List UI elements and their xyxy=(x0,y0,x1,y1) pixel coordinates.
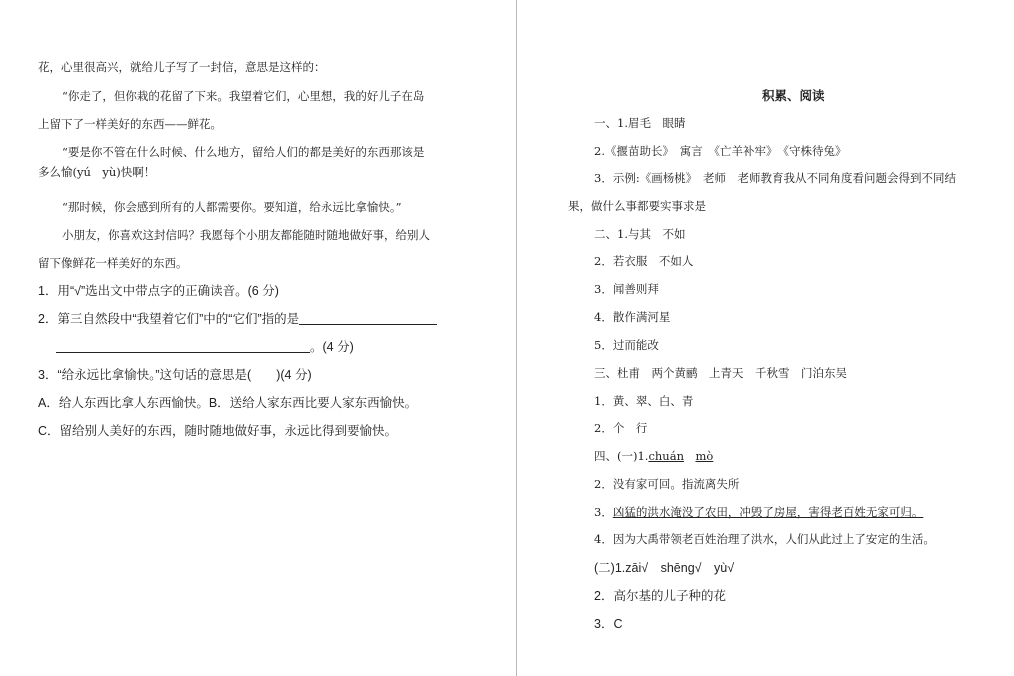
question-2-points: 。(4 分) xyxy=(310,340,354,354)
question-2-text: 2．第三自然段中“我望着它们”中的“它们”指的是 xyxy=(38,312,300,326)
answer-line: 2．没有家可回。指流离失所 xyxy=(594,477,740,491)
answer-line: 2．个 行 xyxy=(594,421,648,435)
passage-line: 多么愉(yú yù)快啊！ xyxy=(38,165,156,179)
answer-line: 二、1.与其 不如 xyxy=(594,227,686,241)
underlined-answer: 凶猛的洪水淹没了农田，冲毁了房屋，害得老百姓无家可归。 xyxy=(612,505,924,519)
answer-line: (二)1.zāi√ shēng√ yù√ xyxy=(594,561,735,575)
passage-line: “你走了，但你栽的花留了下来。我望着它们，心里想，我的好儿子在岛 xyxy=(62,89,425,103)
answer-line xyxy=(594,504,923,520)
answer-line: 1．黄、翠、白、青 xyxy=(594,394,694,408)
section-heading: 积累、阅读 xyxy=(762,88,825,103)
question-2 xyxy=(38,311,437,327)
passage-line: 花，心里很高兴，就给儿子写了一封信，意思是这样的： xyxy=(38,60,326,74)
answer-line: 4．散作满河星 xyxy=(594,310,671,324)
passage-line: “要是你不管在什么时候、什么地方，留给人们的都是美好的东西那该是 xyxy=(62,145,425,159)
answer-line: 3．闻善则拜 xyxy=(594,282,659,296)
question-2-continued xyxy=(56,339,354,355)
answer-blank[interactable] xyxy=(56,340,310,353)
answer-line: 2．高尔基的儿子种的花 xyxy=(594,589,726,603)
pinyin-answer: mò xyxy=(695,449,714,463)
right-page xyxy=(518,0,1014,676)
answer-line: 一、1.眉毛 眼睛 xyxy=(594,116,686,130)
passage-line: “那时候，你会感到所有的人都需要你。要知道，给永远比拿愉快。” xyxy=(62,200,402,214)
answer-line: 5．过而能改 xyxy=(594,338,659,352)
page-divider xyxy=(516,0,517,676)
answer-prefix: 四、(一)1. xyxy=(594,449,649,463)
answer-line: 2.《揠苗助长》 寓言 《亡羊补牢》 《守株待兔》 xyxy=(594,144,847,158)
passage-line: 留下像鲜花一样美好的东西。 xyxy=(38,256,188,270)
question-3: 3．“给永远比拿愉快。”这句话的意思是( )(4 分) xyxy=(38,368,312,382)
answer-blank[interactable] xyxy=(299,312,437,325)
answer-line: 2．若衣服 不如人 xyxy=(594,254,694,268)
pinyin-answer: chuán xyxy=(648,449,684,463)
answer-line: 4．因为大禹带领老百姓治理了洪水，人们从此过上了安定的生活。 xyxy=(594,532,935,546)
answer-line: 果，做什么事都要实事求是 xyxy=(568,199,706,213)
answer-line: 3．C xyxy=(594,617,623,631)
passage-line: 小朋友，你喜欢这封信吗？我愿每个小朋友都能随时随地做好事，给别人 xyxy=(62,228,430,242)
answer-prefix: 3． xyxy=(594,505,613,519)
question-3-option-c: C．留给别人美好的东西，随时随地做好事，永远比得到要愉快。 xyxy=(38,424,398,438)
answer-line: 3．示例:《画杨桃》 老师 老师教育我从不同角度看问题会得到不同结 xyxy=(594,171,956,185)
passage-line: 上留下了一样美好的东西——鲜花。 xyxy=(38,117,222,131)
answer-line: 三、杜甫 两个黄鹂 上青天 千秋雪 门泊东吴 xyxy=(594,366,847,380)
answer-line xyxy=(594,448,713,464)
question-1: 1．用“√”选出文中带点字的正确读音。(6 分) xyxy=(38,284,279,298)
question-3-options-ab: A．给人东西比拿人东西愉快。B．送给人家东西比要人家东西愉快。 xyxy=(38,396,418,410)
